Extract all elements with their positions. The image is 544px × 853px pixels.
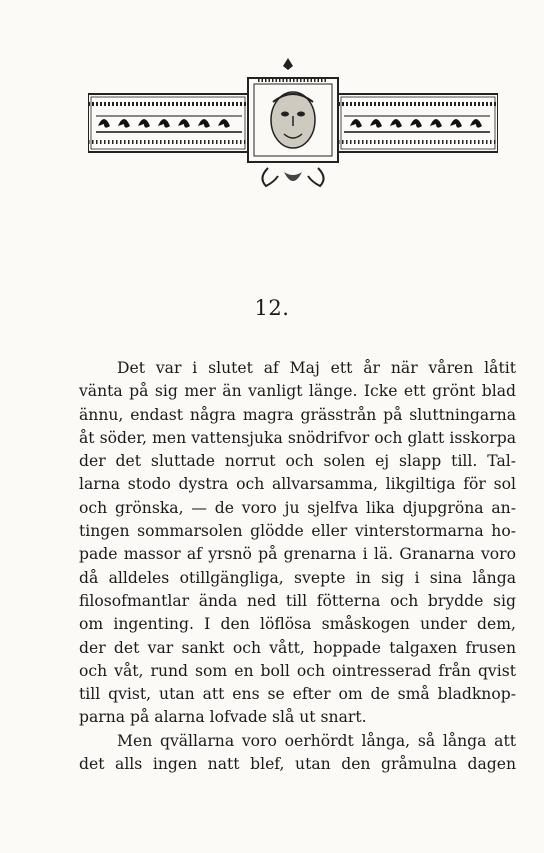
text-line: tingen sommarsolen glödde eller vinterstormarna ho- — [79, 522, 516, 541]
text-line: då alldeles otillgängliga, svepte in sig i sina långa — [79, 568, 516, 587]
text-line: och grönska, — de voro ju sjelfva lika djupgröna an- — [79, 498, 516, 517]
text-line: larna stodo dystra och allvarsamma, likgiltiga för sol — [79, 475, 516, 494]
headpiece-right-scrolls — [344, 116, 490, 132]
text-line: och våt, rund som en boll och ointresserad från qvist — [79, 661, 516, 680]
text-line: filosofmantlar ända ned till fötterna och brydde sig — [79, 591, 516, 610]
text-line: det alls ingen natt blef, utan den gråmulna dagen — [79, 755, 516, 774]
text-line: åt söder, men vattensjuka snödrifvor och glatt isskorpa — [79, 428, 516, 447]
text-line: der det sluttade norrut och solen ej slapp till. Tal- — [79, 452, 516, 471]
text-line: vänta på sig mer än vanligt länge. Icke ett grönt blad — [79, 382, 516, 401]
text-line: parna på alarna lofvade slå ut snart. — [79, 708, 367, 727]
ornamental-headpiece — [88, 56, 498, 196]
text-line: der det var sankt och vått, hoppade talgaxen frusen — [79, 638, 516, 657]
text-line: om ingenting. I den löflösa småskogen under dem, — [79, 615, 516, 634]
text-line: Men qvällarna voro oerhördt långa, så långa att — [117, 731, 516, 750]
text-line: pade massor af yrsnö på grenarna i lä. Granarna voro — [79, 545, 516, 564]
chapter-number: 12. — [254, 296, 290, 320]
text-line: till qvist, utan att ens se efter om de små bladknop- — [79, 685, 516, 704]
paragraph — [79, 357, 516, 730]
text-line: ännu, endast några magra grässtrån på sluttningarna — [79, 405, 516, 424]
paragraph — [79, 730, 516, 777]
headpiece-center-mask — [248, 58, 338, 186]
headpiece-left-scrolls — [96, 116, 242, 132]
text-line: Det var i slutet af Maj ett år när våren låtit — [117, 359, 516, 377]
body-text — [79, 357, 516, 776]
